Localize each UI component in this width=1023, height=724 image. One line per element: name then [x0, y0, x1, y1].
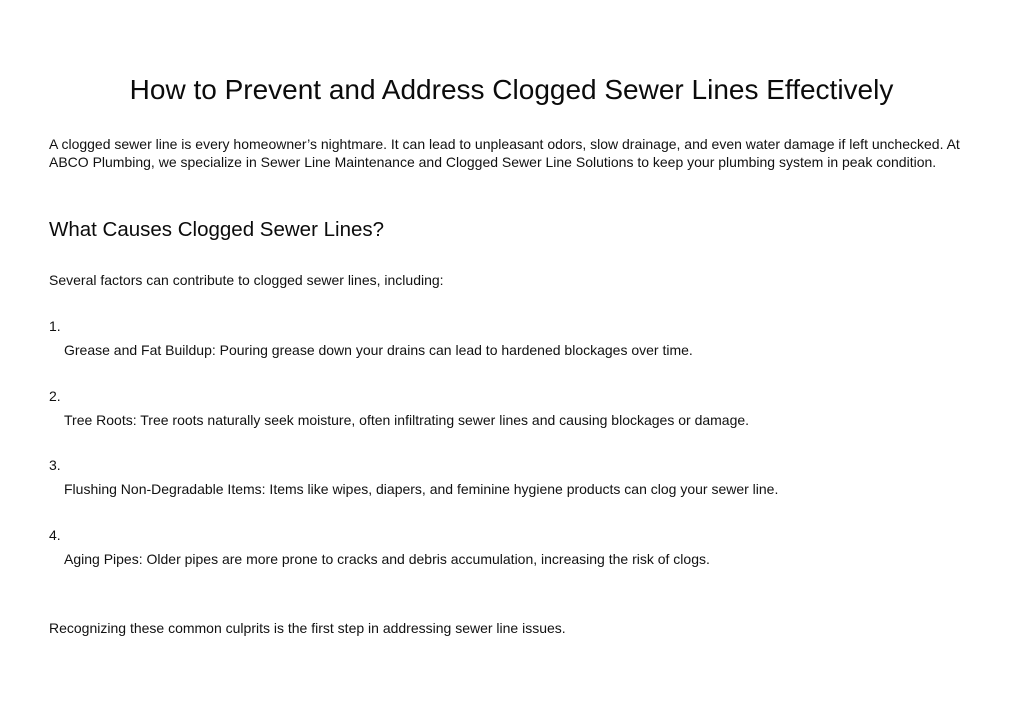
list-item	[49, 387, 989, 429]
list-item-text: Grease and Fat Buildup: Pouring grease down your drains can lead to hardened blockages over time.	[64, 342, 693, 358]
closing-paragraph: Recognizing these common culprits is the first step in addressing sewer line issues.	[49, 620, 566, 636]
list-item	[49, 456, 989, 498]
list-item-text: Flushing Non-Degradable Items: Items like wipes, diapers, and feminine hygiene products can clog your sewer line.	[64, 481, 779, 497]
list-item	[49, 526, 989, 568]
list-lead-text: Several factors can contribute to clogged sewer lines, including:	[49, 272, 444, 288]
section-heading: What Causes Clogged Sewer Lines?	[49, 218, 385, 241]
list-item-number: 4.	[49, 527, 61, 543]
list-item-number: 1.	[49, 318, 61, 334]
list-item-number: 2.	[49, 388, 61, 404]
list-item	[49, 317, 989, 359]
list-item-text: Tree Roots: Tree roots naturally seek moisture, often infiltrating sewer lines and causing blockages or damage.	[64, 412, 750, 428]
intro-paragraph: A clogged sewer line is every homeowner’s nightmare. It can lead to unpleasant odors, slow drainage, and even water damage if left unchecked. At ABCO Plumbing, we specialize in Sewer Line Maintenance and Clogged Sewer Line Solutions to keep your plumbing system in peak condition.	[49, 136, 960, 170]
list-item-number: 3.	[49, 457, 61, 473]
page-title: How to Prevent and Address Clogged Sewer Lines Effectively	[129, 74, 894, 105]
list-item-text: Aging Pipes: Older pipes are more prone to cracks and debris accumulation, increasing the risk of clogs.	[64, 551, 710, 567]
